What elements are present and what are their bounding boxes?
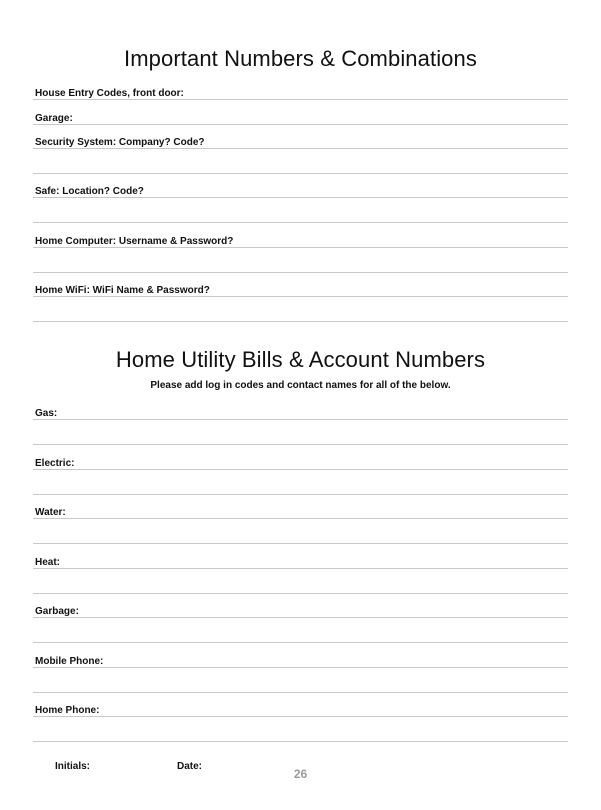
write-line[interactable] <box>33 99 568 100</box>
write-line[interactable] <box>33 321 568 322</box>
field-label-garage: Garage: <box>35 113 73 124</box>
write-line[interactable] <box>33 173 568 174</box>
write-line[interactable] <box>33 593 568 594</box>
write-line[interactable] <box>33 692 568 693</box>
field-label-garbage: Garbage: <box>35 606 79 617</box>
write-line[interactable] <box>33 444 568 445</box>
field-label-mobile-phone: Mobile Phone: <box>35 656 104 667</box>
write-line[interactable] <box>33 642 568 643</box>
write-line[interactable] <box>33 247 568 248</box>
write-line[interactable] <box>33 741 568 742</box>
section-title-important-numbers: Important Numbers & Combinations <box>124 46 477 71</box>
write-line[interactable] <box>33 469 568 470</box>
write-line[interactable] <box>33 543 568 544</box>
section-title-utility-bills: Home Utility Bills & Account Numbers <box>115 347 486 372</box>
write-line[interactable] <box>33 197 568 198</box>
field-label-home-wifi: Home WiFi: WiFi Name & Password? <box>35 285 210 296</box>
write-line[interactable] <box>33 222 568 223</box>
initials-label: Initials: <box>55 761 91 772</box>
field-label-water: Water: <box>35 507 66 518</box>
write-line[interactable] <box>33 494 568 495</box>
date-label: Date: <box>177 761 203 772</box>
field-label-security-system: Security System: Company? Code? <box>35 137 205 148</box>
field-label-home-computer: Home Computer: Username & Password? <box>35 236 234 247</box>
field-label-home-phone: Home Phone: <box>35 705 100 716</box>
field-label-gas: Gas: <box>35 408 58 419</box>
write-line[interactable] <box>33 419 568 420</box>
page-number: 26 <box>293 767 308 781</box>
write-line[interactable] <box>33 568 568 569</box>
field-label-electric: Electric: <box>35 458 75 469</box>
write-line[interactable] <box>33 272 568 273</box>
write-line[interactable] <box>33 148 568 149</box>
field-label-heat: Heat: <box>35 557 61 568</box>
write-line[interactable] <box>33 667 568 668</box>
write-line[interactable] <box>33 617 568 618</box>
write-line[interactable] <box>33 518 568 519</box>
field-label-safe: Safe: Location? Code? <box>35 186 144 197</box>
write-line[interactable] <box>33 124 568 125</box>
section-subtitle: Please add log in codes and contact names for all of the below. <box>150 380 451 391</box>
field-label-house-entry: House Entry Codes, front door: <box>35 88 184 99</box>
write-line[interactable] <box>33 296 568 297</box>
write-line[interactable] <box>33 716 568 717</box>
